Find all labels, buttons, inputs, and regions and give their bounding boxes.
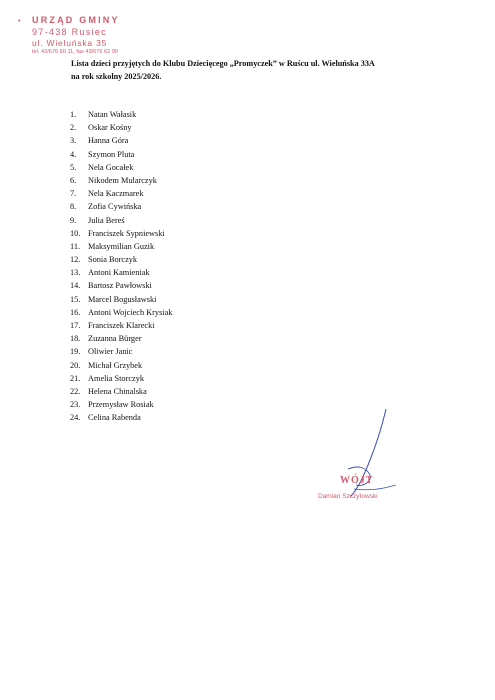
list-item bbox=[70, 108, 172, 121]
list-item-number: 14. bbox=[70, 281, 81, 291]
list-item-number: 13. bbox=[70, 268, 81, 278]
list-item-name: Natan Wałasik bbox=[88, 110, 137, 119]
list-item-name: Szymon Pluta bbox=[88, 149, 135, 159]
list-item bbox=[70, 266, 172, 279]
stamp-line-3: ul. Wieluńska 35 bbox=[32, 38, 108, 48]
list-item-name: Amelia Storczyk bbox=[88, 373, 144, 383]
list-item bbox=[70, 227, 172, 240]
list-item bbox=[70, 187, 172, 200]
list-item-name: Maksymilian Guzik bbox=[88, 241, 155, 251]
list-item-name: Marcel Bogusławski bbox=[88, 294, 157, 304]
list-item bbox=[70, 200, 172, 213]
stamp-line-4: tel. 43/676 60 11, fax 43/676 62 90 bbox=[32, 49, 119, 55]
list-item-number: 10. bbox=[70, 228, 81, 238]
list-item bbox=[70, 319, 172, 332]
list-item-name: Sonia Borczyk bbox=[88, 255, 138, 265]
list-item-number: 15. bbox=[70, 294, 81, 304]
signature-stamp-title: WÓJT bbox=[340, 475, 374, 486]
list-item bbox=[70, 345, 172, 358]
document-title bbox=[71, 58, 471, 83]
stamp-dot: • bbox=[18, 18, 21, 25]
list-item bbox=[70, 121, 172, 134]
list-item-number: 6. bbox=[70, 175, 77, 185]
list-item bbox=[70, 293, 172, 306]
list-item-number: 1. bbox=[70, 110, 77, 119]
list-item-name: Antoni Wojciech Krysiak bbox=[88, 307, 173, 317]
list-item-name: Franciszek Sypniewski bbox=[88, 228, 165, 238]
list-item-number: 7. bbox=[70, 189, 77, 199]
list-item-number: 16. bbox=[70, 307, 81, 317]
list-item-name: Przemysław Rosiak bbox=[88, 400, 154, 410]
list-item-name: Nela Kaczmarek bbox=[88, 189, 144, 199]
list-item bbox=[70, 385, 172, 398]
list-item-number: 22. bbox=[70, 386, 81, 396]
list-item bbox=[70, 161, 172, 174]
list-item-name: Zofia Cywińska bbox=[88, 202, 142, 212]
list-item-name: Bartosz Pawłowski bbox=[88, 281, 152, 291]
list-item bbox=[70, 148, 172, 161]
list-item-name: Franciszek Klarecki bbox=[88, 321, 155, 330]
list-item bbox=[70, 240, 172, 253]
list-item bbox=[70, 306, 172, 319]
handwritten-signature bbox=[300, 405, 420, 505]
list-item-number: 23. bbox=[70, 400, 81, 410]
list-item-number: 4. bbox=[70, 149, 77, 159]
list-item bbox=[70, 372, 172, 385]
list-item bbox=[70, 279, 172, 292]
stamp-line-1: URZĄD GMINY bbox=[32, 15, 120, 25]
list-item-name: Nikodem Mularczyk bbox=[88, 175, 157, 185]
list-item-number: 18. bbox=[70, 334, 81, 344]
list-item-number: 21. bbox=[70, 373, 81, 383]
list-item bbox=[70, 174, 172, 187]
list-item-number: 3. bbox=[70, 136, 77, 146]
list-item-name: Oskar Kośny bbox=[88, 123, 132, 133]
children-list bbox=[70, 108, 172, 425]
list-item-number: 19. bbox=[70, 347, 81, 357]
list-item bbox=[70, 411, 172, 424]
title-line-1: Lista dzieci przyjętych do Klubu Dziecięcego „Promyczek” w Ruścu ul. Wieluńska 33A bbox=[71, 59, 375, 68]
list-item bbox=[70, 332, 172, 345]
title-line-2: na rok szkolny 2025/2026. bbox=[71, 71, 162, 81]
list-item-number: 5. bbox=[70, 162, 77, 172]
list-item-number: 20. bbox=[70, 360, 81, 370]
list-item bbox=[70, 359, 172, 372]
list-item-name: Zuzanna Bürger bbox=[88, 334, 142, 344]
list-item bbox=[70, 253, 172, 266]
list-item bbox=[70, 214, 172, 227]
list-item-name: Antoni Kamieniak bbox=[88, 268, 150, 278]
list-item bbox=[70, 134, 172, 147]
list-item-name: Celina Rabenda bbox=[88, 413, 141, 423]
list-item-name: Oliwier Janic bbox=[88, 347, 133, 357]
signature-stamp-name: Damian Szczytowski bbox=[318, 493, 378, 500]
list-item-number: 2. bbox=[70, 123, 77, 133]
list-item bbox=[70, 398, 172, 411]
list-item-name: Hanna Góra bbox=[88, 136, 129, 146]
list-item-name: Michał Grzybek bbox=[88, 360, 143, 370]
list-item-number: 9. bbox=[70, 215, 77, 225]
list-item-name: Helena Chinalska bbox=[88, 386, 147, 396]
list-item-number: 11. bbox=[70, 241, 81, 251]
list-item-name: Nela Gocałek bbox=[88, 162, 134, 172]
list-item-name: Julia Bereś bbox=[88, 215, 125, 225]
list-item-number: 12. bbox=[70, 255, 81, 265]
list-item-number: 17. bbox=[70, 321, 81, 330]
stamp-line-2: 97-438 Rusiec bbox=[32, 27, 107, 37]
list-item-number: 8. bbox=[70, 202, 77, 212]
list-item-number: 24. bbox=[70, 413, 81, 423]
